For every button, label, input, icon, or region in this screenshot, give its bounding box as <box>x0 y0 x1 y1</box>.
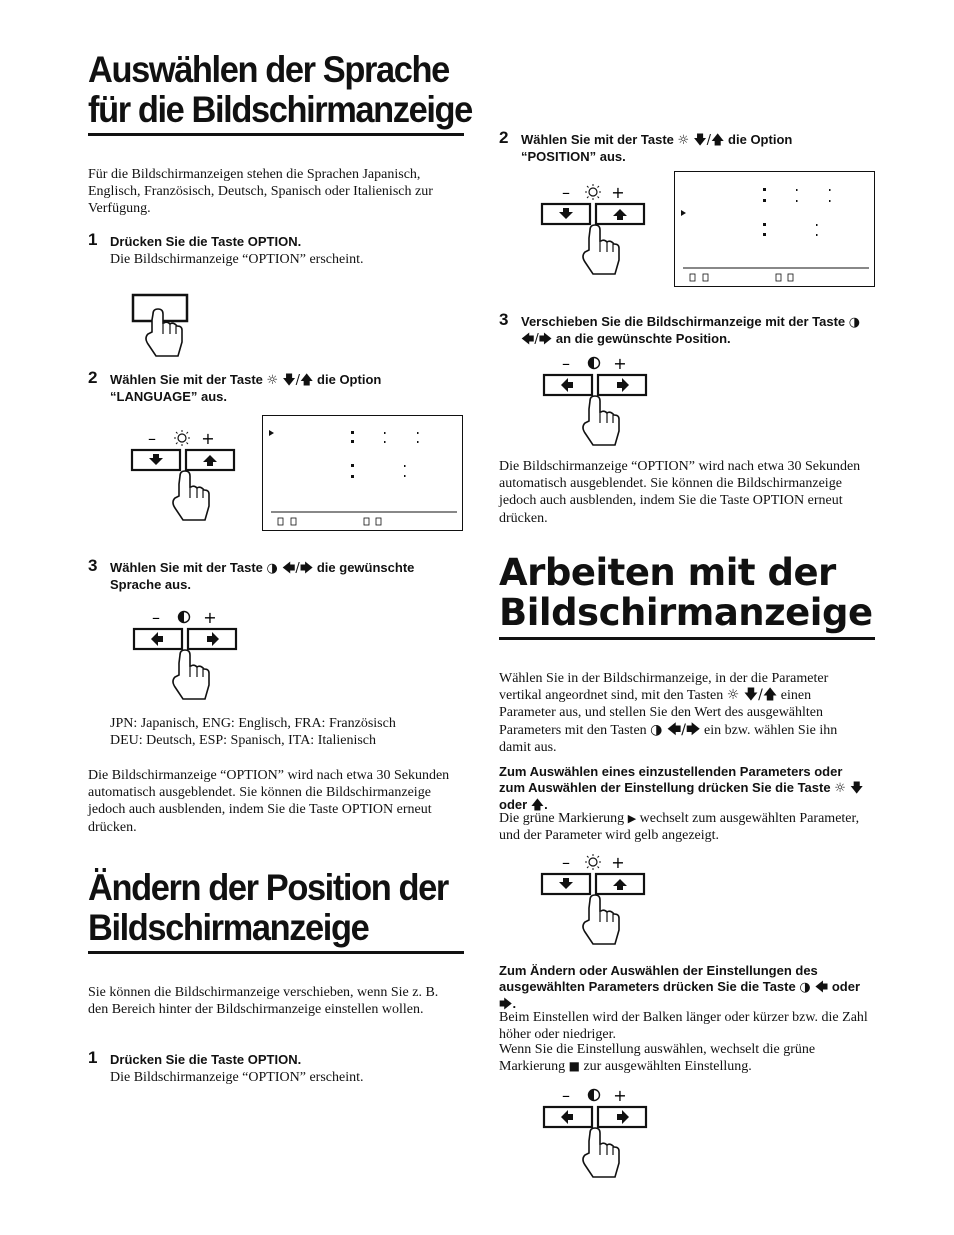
section-title-position-line2: Bildschirmanzeige <box>88 907 369 948</box>
intro-text: ein bzw. wählen Sie ihn damit aus. <box>499 722 838 755</box>
selection-marker-icon <box>269 430 274 436</box>
step-number: 1 <box>88 230 98 249</box>
minus-label: – <box>562 1086 570 1105</box>
intro-paragraph: Sie können die Bildschirmanzeige verschieben, wenn Sie z. B. den Bereich hinter der Bildschirmanzeige einstellen wollen. <box>88 985 439 1018</box>
green-marker-icon: ▶ <box>627 812 637 825</box>
contrast-left-icon: ◑ 🡄 <box>799 980 829 995</box>
section-title-position-line1: Ändern der Position der <box>88 867 448 908</box>
intro-paragraph: Für die Bildschirmanzeigen stehen die Sprachen Japanisch, Englisch, Französisch, Deutsch, Spanisch oder Italienisch zur Verfügung. <box>88 167 433 217</box>
osd-screen-content <box>263 416 462 530</box>
subheading-text: oder <box>828 979 861 994</box>
step-text: Wählen Sie mit der Taste <box>521 132 678 147</box>
paragraph-text: Die grüne Markierung <box>499 811 628 826</box>
minus-label: – <box>562 183 570 202</box>
sun-icon <box>589 188 597 196</box>
step-text: die gewünschte Sprache aus. <box>110 560 415 592</box>
minus-label: – <box>562 853 570 872</box>
brightness-down-icon: ☼ 🡇 <box>834 781 864 796</box>
brightness-updown-icon: ☼ 🡇/🡅 <box>677 133 725 148</box>
step-text: die Option “POSITION” aus. <box>521 132 793 164</box>
step-title: Drücken Sie die Taste OPTION. <box>110 234 302 249</box>
subheading-text: Zum Ändern oder Auswählen der Einstellungen des ausgewählten Parameters drücken Sie die Taste <box>499 963 818 994</box>
pointing-hand-icon <box>173 471 209 520</box>
pointing-hand-icon <box>583 225 619 274</box>
brightness-buttons-diagram <box>130 428 240 528</box>
pointing-hand-icon <box>173 650 209 699</box>
step-number: 3 <box>499 310 509 329</box>
subheading-select-parameter <box>499 764 871 814</box>
step-instruction <box>521 132 831 165</box>
minus-label: – <box>152 608 160 627</box>
sun-icon <box>178 434 186 442</box>
section-title-position <box>88 868 479 948</box>
paragraph <box>499 1041 869 1075</box>
step-text: die Option “LANGUAGE” aus. <box>110 372 382 404</box>
plus-label: + <box>203 608 217 627</box>
arrow-up-icon: 🡅 <box>530 798 545 813</box>
brightness-buttons-diagram <box>540 852 650 952</box>
outro-paragraph: Die Bildschirmanzeige “OPTION” wird nach etwa 30 Sekunden automatisch ausgeblendet. Sie können die Bildschirmanzeige jedoch auch ausblenden, indem Sie die Taste OPTION erneut drücken. <box>88 768 450 835</box>
section-title-working <box>499 553 919 633</box>
step-number: 2 <box>499 128 509 147</box>
option-button-illustration <box>130 292 200 362</box>
intro-text: Wählen Sie in der Bildschirmanzeige, in der die Parameter vertikal angeordnet sind, mit den Tasten <box>499 671 829 704</box>
step-instruction <box>521 314 881 348</box>
section-title-working-line2: Bildschirmanzeige <box>499 591 873 634</box>
minus-label: – <box>562 354 570 373</box>
section-title-language-line2: für die Bildschirmanzeige <box>88 89 472 130</box>
language-codes <box>110 715 396 749</box>
pointing-hand-icon <box>583 1128 619 1177</box>
sun-icon <box>589 858 597 866</box>
osd-screen-language <box>262 415 463 531</box>
subheading-change-setting <box>499 963 871 1013</box>
arrow-right-icon: 🡆 <box>499 997 513 1012</box>
step-text: Verschieben Sie die Bildschirmanzeige mit der Taste <box>521 314 849 329</box>
contrast-buttons-diagram <box>540 353 650 453</box>
pointing-hand-icon <box>583 396 619 445</box>
step-number: 1 <box>88 1048 98 1067</box>
subheading-text: Zum Auswählen eines einzustellenden Parameters oder zum Auswählen der Einstellung drücken Sie die Taste <box>499 764 843 795</box>
minus-label: – <box>148 429 156 448</box>
subheading-text: oder <box>499 797 531 812</box>
brightness-updown-icon: ☼ 🡇/🡅 <box>726 687 778 704</box>
step-instruction <box>110 372 420 405</box>
green-square-marker-icon: ■ <box>568 1059 580 1074</box>
plus-label: + <box>613 354 627 373</box>
step-text: Die Bildschirmanzeige “OPTION” erscheint. <box>110 252 364 267</box>
outro-paragraph: Die Bildschirmanzeige “OPTION” wird nach etwa 30 Sekunden automatisch ausgeblendet. Sie können die Bildschirmanzeige jedoch auch ausblenden, indem Sie die Taste OPTION erneut drücken. <box>499 459 861 526</box>
section-divider <box>499 637 875 640</box>
subheading-text: . <box>544 797 548 812</box>
language-codes-line: DEU: Deutsch, ESP: Spanisch, ITA: Italienisch <box>110 733 377 749</box>
selection-marker-icon <box>681 210 686 216</box>
brightness-buttons-diagram <box>540 182 650 282</box>
step-text: Die Bildschirmanzeige “OPTION” erscheint. <box>110 1070 364 1085</box>
step-text: Wählen Sie mit der Taste <box>110 560 267 575</box>
plus-label: + <box>613 1086 627 1105</box>
plus-label: + <box>611 183 625 202</box>
brightness-updown-icon: ☼ 🡇/🡅 <box>266 373 314 388</box>
intro-text: einen Parameter aus, und stellen Sie den Wert des ausgewählten Parameters mit den Tasten <box>499 688 824 738</box>
paragraph-text: wechselt zum ausgewählten Parameter, und der Parameter wird gelb angezeigt. <box>499 811 860 844</box>
step-title: Drücken Sie die Taste OPTION. <box>110 1052 302 1067</box>
intro-paragraph <box>499 670 869 756</box>
step-number: 3 <box>88 556 98 575</box>
paragraph-text: zur ausgewählten Einstellung. <box>579 1059 752 1075</box>
subheading-text: . <box>512 996 517 1011</box>
contrast-leftright-icon: ◑ 🡄/🡆 <box>521 315 861 347</box>
step-text: an die gewünschte Position. <box>552 331 731 346</box>
section-title-language <box>88 50 479 130</box>
contrast-buttons-diagram <box>540 1085 650 1185</box>
language-codes-line: JPN: Japanisch, ENG: Englisch, FRA: Französisch <box>110 716 396 731</box>
section-title-language-line1: Auswählen der Sprache <box>88 49 449 90</box>
plus-label: + <box>201 429 215 448</box>
paragraph <box>499 810 869 844</box>
section-divider <box>88 951 464 954</box>
step-number: 2 <box>88 368 98 387</box>
section-title-working-line1: Arbeiten mit der <box>499 551 836 594</box>
pointing-hand-icon <box>583 895 619 944</box>
paragraph: Beim Einstellen wird der Balken länger oder kürzer bzw. die Zahl höher oder niedriger. <box>499 1010 868 1043</box>
contrast-buttons-diagram <box>130 607 240 707</box>
contrast-leftright-icon: ◑ 🡄/🡆 <box>650 721 701 738</box>
osd-screen-content <box>675 172 874 286</box>
contrast-leftright-icon: ◑ 🡄/🡆 <box>266 561 314 576</box>
osd-screen-position <box>674 171 875 287</box>
section-divider <box>88 133 464 136</box>
plus-label: + <box>611 853 625 872</box>
step-text: Wählen Sie mit der Taste <box>110 372 267 387</box>
step-instruction <box>110 560 460 593</box>
paragraph-text: Wenn Sie die Einstellung auswählen, wechselt die grüne Markierung <box>499 1042 816 1075</box>
